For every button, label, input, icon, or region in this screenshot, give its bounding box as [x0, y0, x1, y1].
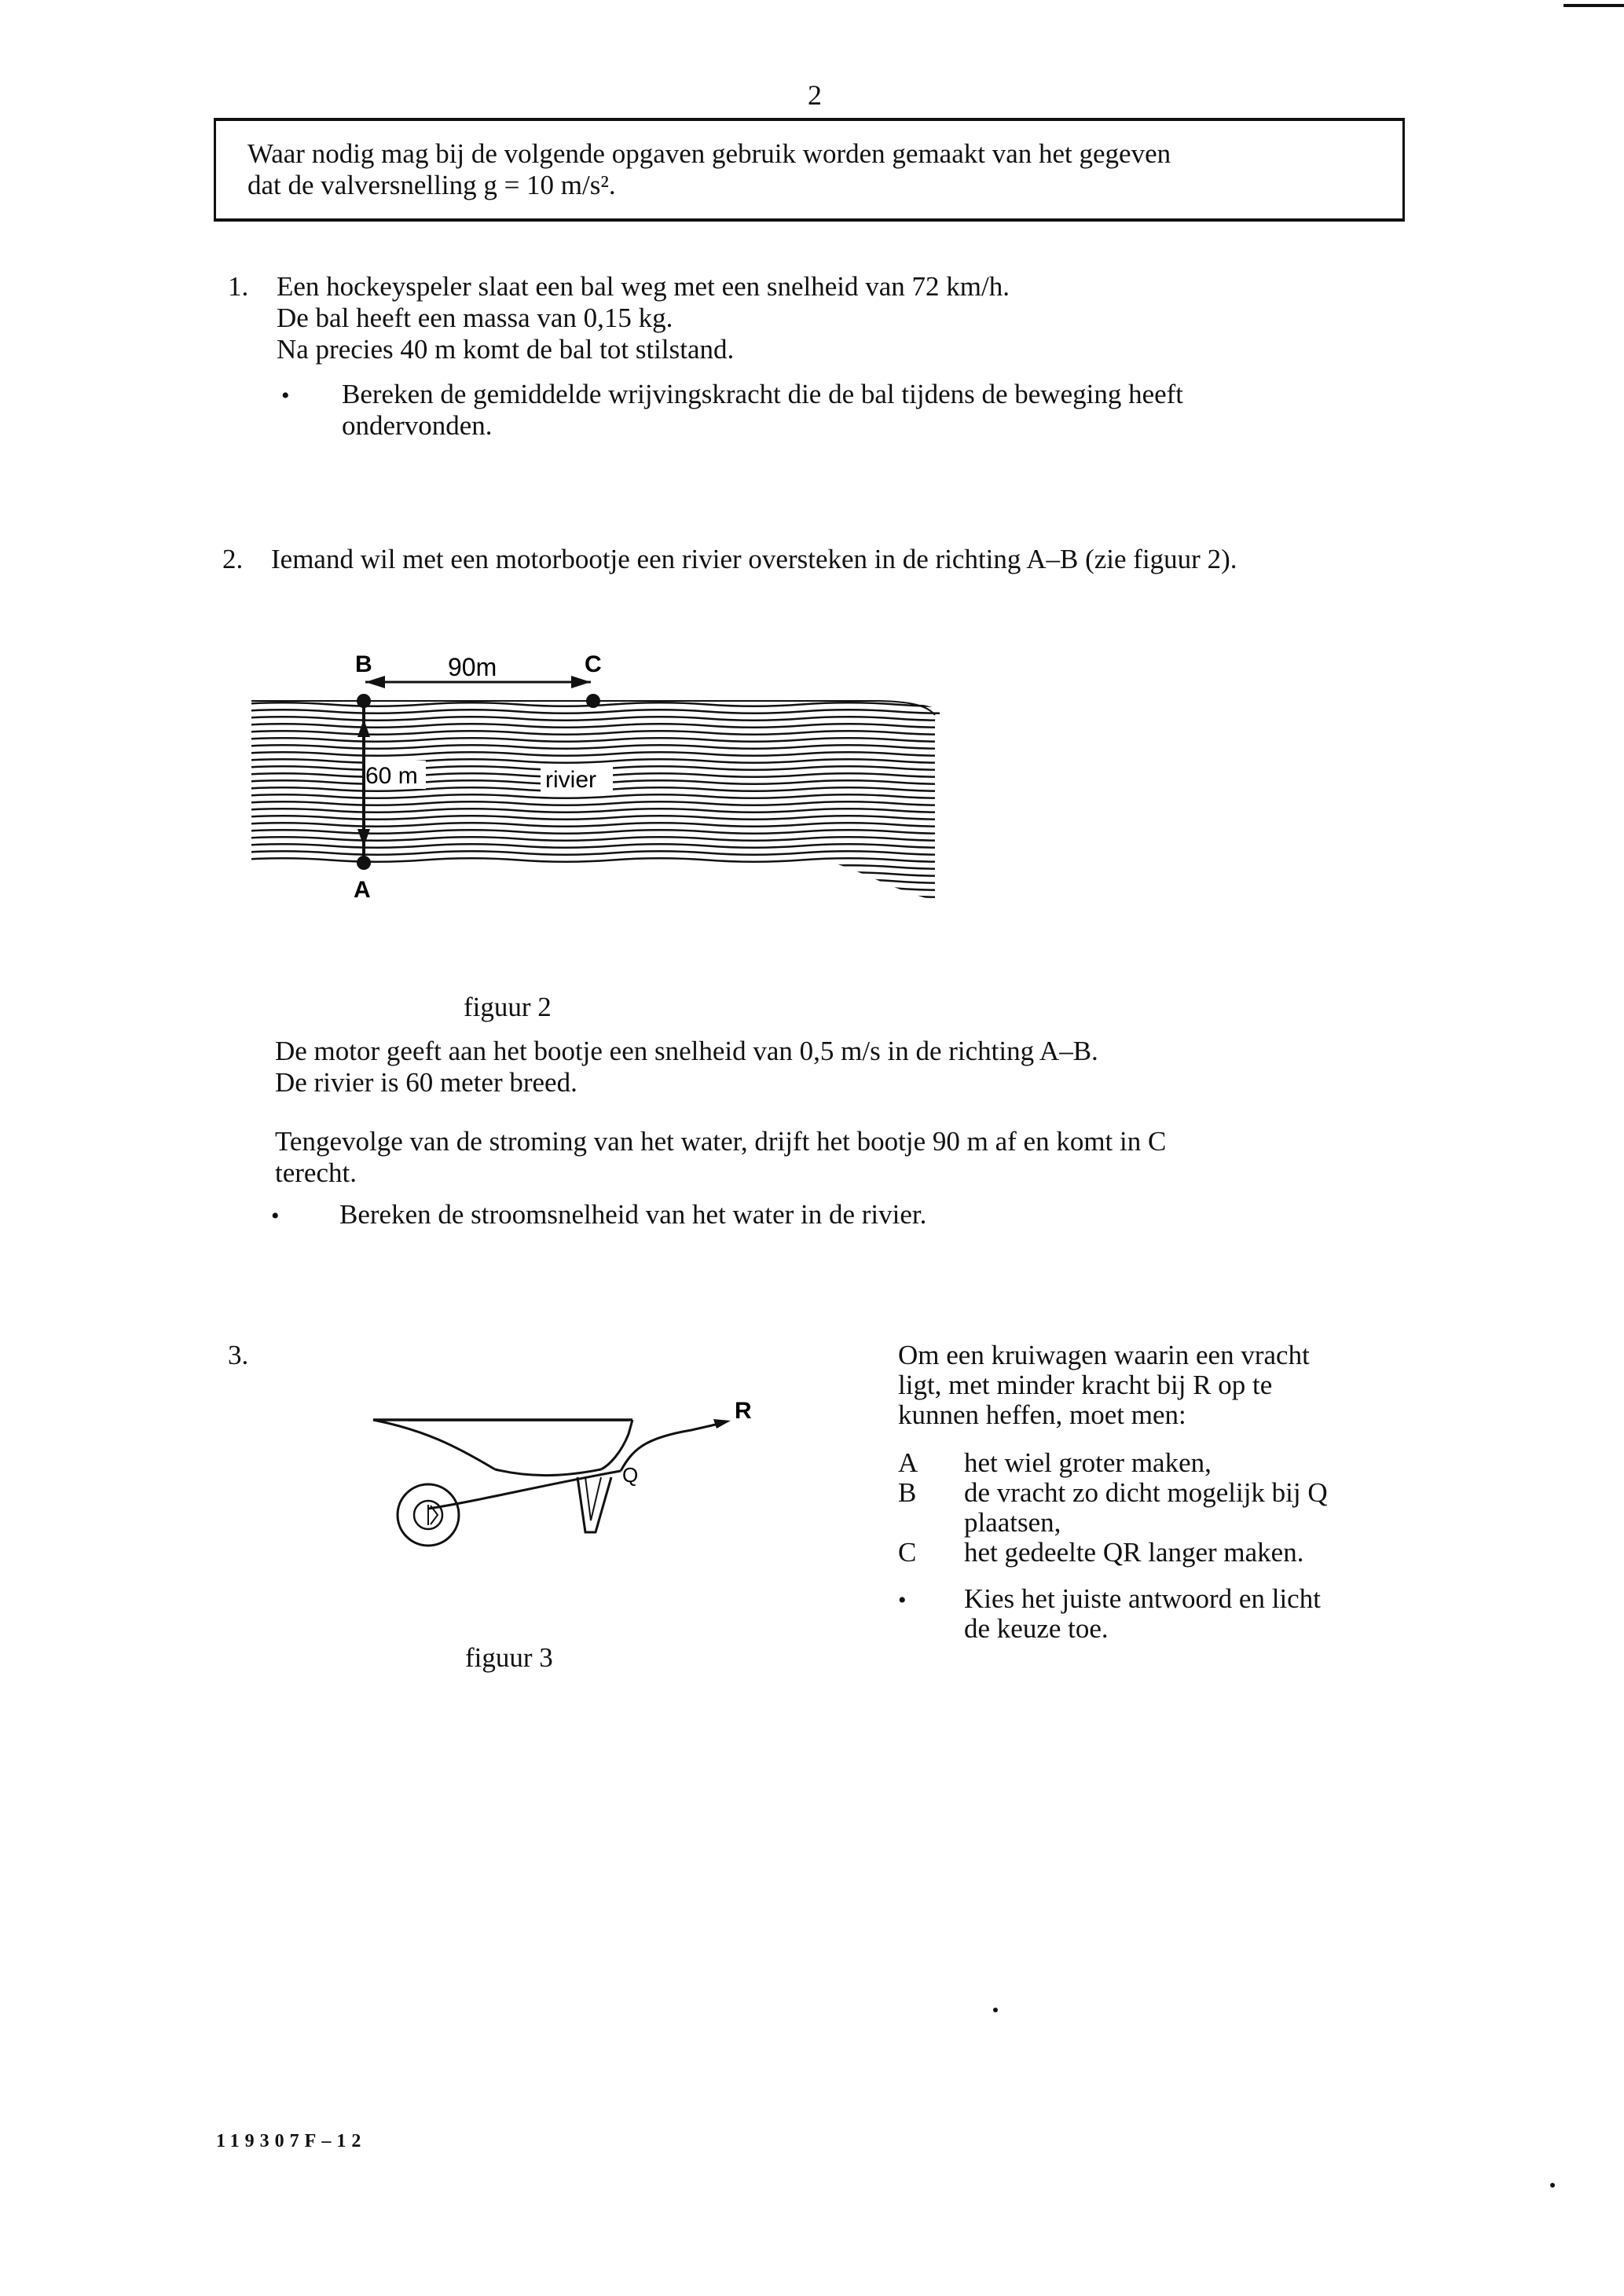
q2-para-line-2: terecht.	[275, 1157, 357, 1188]
point-b	[357, 694, 371, 708]
label-river-width: 60 m	[365, 763, 418, 789]
notice-line-2: dat de valversnelling g = 10 m/s².	[247, 170, 616, 200]
label-b: B	[355, 651, 372, 677]
q3-intro-line-2: ligt, met minder kracht bij R op te	[898, 1370, 1273, 1400]
option-a-text: het wiel groter maken,	[964, 1447, 1212, 1478]
figure-2-caption: figuur 2	[464, 992, 552, 1022]
point-c	[586, 694, 600, 708]
river-water	[251, 701, 940, 900]
label-r: R	[735, 1398, 752, 1424]
option-b-letter: B	[898, 1477, 917, 1508]
label-c: C	[585, 651, 602, 677]
q2-intro: Iemand wil met een motorbootje een rivier oversteken in de richting A–B (zie figuur 2).	[271, 544, 1237, 574]
label-distance-bc: 90m	[448, 653, 497, 681]
q2-number: 2.	[222, 544, 244, 574]
option-c-text: het gedeelte QR langer maken.	[964, 1537, 1304, 1568]
river-figure	[236, 644, 959, 959]
speck	[1550, 2183, 1555, 2188]
q1-bullet: •	[281, 383, 290, 409]
q2-line-1: De motor geeft aan het bootje een snelheid van 0,5 m/s in de richting A–B.	[275, 1036, 1098, 1066]
q3-task-line-2: de keuze toe.	[964, 1613, 1109, 1644]
figure-3-caption: figuur 3	[465, 1642, 553, 1673]
q3-intro-line-1: Om een kruiwagen waarin een vracht	[898, 1340, 1310, 1370]
option-a-letter: A	[898, 1447, 918, 1478]
option-c-letter: C	[898, 1537, 917, 1568]
q1-number: 1.	[228, 271, 249, 302]
page-number: 2	[808, 79, 822, 111]
q3-bullet: •	[898, 1587, 907, 1613]
q1-task-line-1: Bereken de gemiddelde wrijvingskracht die de bal tijdens de beweging heeft	[342, 379, 1184, 409]
footer-code: 119307F–12	[216, 2131, 367, 2151]
q2-line-2: De rivier is 60 meter breed.	[275, 1067, 577, 1098]
q1-line-3: Na precies 40 m komt de bal tot stilstand.	[277, 334, 735, 365]
point-a	[357, 856, 371, 870]
label-q: Q	[622, 1463, 639, 1487]
q3-number: 3.	[228, 1340, 249, 1370]
q1-task-line-2: ondervonden.	[342, 410, 493, 441]
speck	[993, 2008, 998, 2012]
q1-line-1: Een hockeyspeler slaat een bal weg met een snelheid van 72 km/h.	[277, 271, 1010, 302]
label-a: A	[354, 877, 371, 903]
q3-task-line-1: Kies het juiste antwoord en licht	[964, 1583, 1321, 1614]
wheelbarrow-figure	[361, 1391, 770, 1572]
notice-line-1: Waar nodig mag bij de volgende opgaven gebruik worden gemaakt van het gegeven	[247, 138, 1171, 169]
option-b-text-1: de vracht zo dicht mogelijk bij Q	[964, 1477, 1328, 1508]
q2-para-line-1: Tengevolge van de stroming van het water, drijft het bootje 90 m af en komt in C	[275, 1126, 1167, 1157]
notice-box	[214, 118, 1405, 222]
option-b-text-2: plaatsen,	[964, 1507, 1061, 1538]
q3-intro-line-3: kunnen heffen, moet men:	[898, 1399, 1186, 1430]
q2-bullet: •	[271, 1203, 280, 1229]
top-edge-mark	[1564, 4, 1624, 7]
q1-line-2: De bal heeft een massa van 0,15 kg.	[277, 303, 673, 333]
label-river: rivier	[545, 767, 596, 793]
q2-task: Bereken de stroomsnelheid van het water in de rivier.	[339, 1199, 927, 1230]
